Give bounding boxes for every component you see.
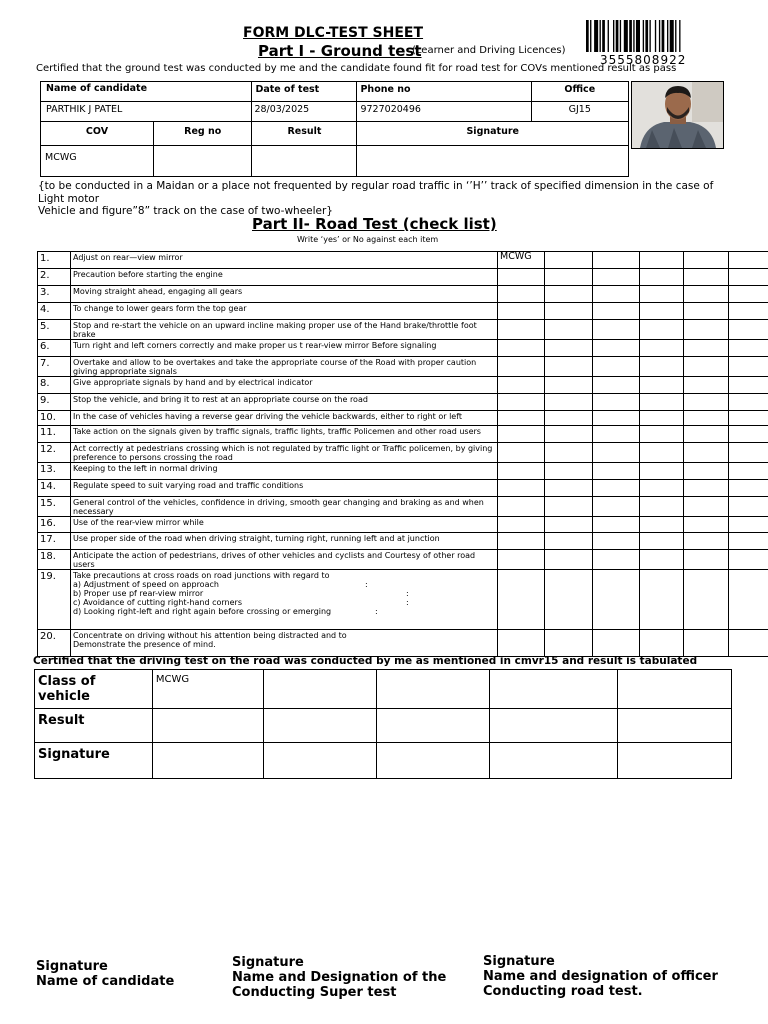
part1-subtitle: (Learner and Driving Licences) — [412, 45, 566, 56]
checklist-item-text — [71, 377, 498, 394]
checklist-answer-cell — [640, 463, 684, 480]
checklist-answer-cell — [684, 497, 729, 517]
track-note-line1: {to be conducted in a Maidan or a place not frequented by regular road traffic in ‘’H’’ track of specified dimension in the case of Light motor — [38, 180, 714, 205]
checklist-item-number: 20. — [38, 630, 71, 657]
checklist-answer-cell — [545, 394, 593, 411]
signature-cell-5 — [490, 743, 618, 779]
checklist-item-text — [71, 269, 498, 286]
cov-value: MCWG — [41, 146, 154, 177]
checklist-item-text — [71, 411, 498, 426]
barcode-bar — [643, 20, 644, 52]
checklist-answer-cell — [729, 394, 768, 411]
checklist-row — [38, 497, 768, 517]
checklist-item-text — [71, 303, 498, 320]
checklist-row — [38, 443, 768, 463]
checklist-answer-cell — [640, 340, 684, 357]
checklist-item-label: Concentrate on driving without his attention being distracted and to — [73, 631, 347, 640]
barcode-bar — [616, 20, 619, 52]
checklist-answer-cell — [498, 394, 545, 411]
checklist-item-number: 15. — [38, 497, 71, 517]
candidate-signature-label: Signature — [36, 959, 108, 974]
checklist-answer-cell — [640, 497, 684, 517]
checklist-answer-cell — [498, 533, 545, 550]
checklist-answer-cell — [545, 497, 593, 517]
checklist-answer-cell — [640, 630, 684, 657]
checklist-answer-cell — [640, 411, 684, 426]
barcode-bar — [586, 20, 589, 52]
barcode-bar — [608, 20, 609, 52]
checklist-subitem-label: c) Avoidance of cutting right-hand corners — [73, 598, 242, 607]
checklist-answer-cell — [498, 357, 545, 377]
checklist-answer-cell — [684, 630, 729, 657]
part2-subtitle: Write ‘yes’ or No against each item — [297, 235, 439, 244]
col-result-header: Result — [252, 122, 357, 146]
checklist-row — [38, 286, 768, 303]
checklist-item-label: Anticipate the action of pedestrians, drives of other vehicles and cyclists and Courtesy of other road users — [73, 551, 476, 569]
checklist-answer-cell — [684, 480, 729, 497]
result-value — [252, 146, 357, 177]
officer-signature-block — [483, 954, 718, 999]
checklist-answer-cell — [729, 497, 768, 517]
checklist-row — [38, 320, 768, 340]
road-test-certify-text: Certified that the driving test on the road was conducted by me as mentioned in cmvr15 and result is tabulated — [33, 655, 698, 667]
checklist-row — [38, 480, 768, 497]
officer-designation-label: Name and designation of officer — [483, 969, 718, 984]
checklist-row — [38, 550, 768, 570]
super-signature-label: Signature — [232, 955, 304, 970]
checklist-answer-cell — [593, 517, 640, 533]
checklist-item-number: 10. — [38, 411, 71, 426]
checklist-row — [38, 303, 768, 320]
checklist-row — [38, 426, 768, 443]
checklist-answer-cell — [498, 303, 545, 320]
checklist-answer-cell — [640, 303, 684, 320]
checklist-answer-cell — [640, 570, 684, 630]
barcode-bar — [600, 20, 601, 52]
checklist-answer-cell — [545, 377, 593, 394]
result-label: Result — [35, 709, 153, 743]
col-signature-header: Signature — [357, 122, 629, 146]
checklist-item-text — [71, 630, 498, 657]
checklist-answer-cell — [498, 497, 545, 517]
barcode-bar — [645, 20, 648, 52]
barcode-bar — [613, 20, 614, 52]
checklist-answer-cell — [684, 443, 729, 463]
checklist-answer-cell — [593, 252, 640, 269]
signature-cell-6 — [618, 743, 732, 779]
checklist-item-number: 11. — [38, 426, 71, 443]
signature-cell-3 — [263, 743, 376, 779]
barcode-bar — [629, 20, 632, 52]
result-cell-4 — [376, 709, 490, 743]
checklist-item-number: 4. — [38, 303, 71, 320]
checklist-item-label: Act correctly at pedestrians crossing which is not regulated by traffic light or Traffic policemen, by giving preference to persons crossing the road — [73, 444, 493, 462]
checklist-item-text — [71, 443, 498, 463]
checklist-answer-cell — [729, 303, 768, 320]
checklist-subitem-label: b) Proper use pf rear-view mirror — [73, 589, 204, 598]
checklist-item-number: 6. — [38, 340, 71, 357]
checklist-item-label: Overtake and allow to be overtakes and take the appropriate course of the Road with proper caution giving appropriate signals — [73, 358, 477, 376]
checklist-answer-cell — [498, 570, 545, 630]
checklist-item-text — [71, 463, 498, 480]
checklist-answer-cell — [640, 286, 684, 303]
checklist-answer-cell — [640, 357, 684, 377]
checklist-answer-cell — [729, 357, 768, 377]
checklist-answer-cell — [498, 480, 545, 497]
col-office-header: Office — [531, 82, 628, 102]
checklist-answer-cell — [545, 463, 593, 480]
checklist-answer-cell — [545, 517, 593, 533]
checklist-answer-cell — [729, 340, 768, 357]
checklist-answer-cell — [545, 443, 593, 463]
barcode-bar — [655, 20, 656, 52]
checklist-answer-cell — [498, 411, 545, 426]
checklist-item-text — [71, 550, 498, 570]
class-cell-6 — [618, 670, 732, 709]
ground-test-certify-text: Certified that the ground test was conducted by me and the candidate found fit for road test for COVs mentioned result as pass — [36, 63, 677, 74]
checklist-subitem-colon: : — [365, 580, 368, 589]
checklist-answer-cell — [729, 463, 768, 480]
road-test-checklist — [37, 251, 768, 657]
checklist-answer-cell — [729, 630, 768, 657]
checklist-answer-cell — [684, 463, 729, 480]
checklist-item-text — [71, 320, 498, 340]
barcode-bar — [594, 20, 598, 52]
checklist-answer-cell — [498, 286, 545, 303]
result-cell-2 — [152, 709, 263, 743]
col-date-header: Date of test — [252, 82, 357, 102]
checklist-item-label: Give appropriate signals by hand and by electrical indicator — [73, 378, 313, 387]
checklist-subitem-label: d) Looking right-left and right again before crossing or emerging — [73, 607, 332, 616]
checklist-item-label: Adjust on rear—view mirror — [73, 253, 183, 262]
checklist-item-label: Precaution before starting the engine — [73, 270, 223, 279]
barcode-bar — [659, 20, 660, 52]
checklist-row — [38, 630, 768, 657]
checklist-answer-cell — [593, 463, 640, 480]
checklist-answer-cell — [684, 303, 729, 320]
checklist-answer-cell — [729, 517, 768, 533]
checklist-answer-cell — [729, 252, 768, 269]
barcode-bar — [675, 20, 676, 52]
checklist-answer-cell — [684, 377, 729, 394]
checklist-answer-cell — [545, 533, 593, 550]
col-cov-header: COV — [41, 122, 154, 146]
checklist-item-label: General control of the vehicles, confidence in driving, smooth gear changing and braking as and when necessary — [73, 498, 484, 516]
candidate-signature-block — [36, 959, 174, 989]
checklist-subitem — [73, 607, 497, 616]
checklist-item-number: 19. — [38, 570, 71, 630]
form-title: FORM DLC-TEST SHEET — [243, 25, 424, 41]
checklist-item-label: Moving straight ahead, engaging all gears — [73, 287, 243, 296]
checklist-answer-cell — [729, 377, 768, 394]
candidate-name-label: Name of candidate — [36, 974, 175, 989]
test-date: 28/03/2025 — [252, 102, 357, 122]
checklist-answer-cell — [684, 533, 729, 550]
phone-number: 9727020496 — [357, 102, 531, 122]
checklist-answer-cell — [545, 411, 593, 426]
checklist-answer-cell — [593, 480, 640, 497]
regno-value — [154, 146, 252, 177]
checklist-answer-cell — [684, 357, 729, 377]
checklist-answer-cell — [593, 550, 640, 570]
checklist-answer-cell — [593, 269, 640, 286]
checklist-answer-cell — [593, 394, 640, 411]
checklist-answer-cell — [729, 443, 768, 463]
checklist-item-label: Regulate speed to suit varying road and traffic conditions — [73, 481, 304, 490]
checklist-row — [38, 570, 768, 630]
checklist-answer-cell — [545, 320, 593, 340]
class-of-vehicle-value: MCWG — [152, 670, 263, 709]
class-cell-3 — [263, 670, 376, 709]
checklist-answer-cell — [498, 377, 545, 394]
result-cell-6 — [618, 709, 732, 743]
checklist-item-text — [71, 497, 498, 517]
checklist-item-number: 7. — [38, 357, 71, 377]
result-cell-3 — [263, 709, 376, 743]
checklist-row — [38, 411, 768, 426]
signature-cell-2 — [152, 743, 263, 779]
checklist-answer-cell — [545, 426, 593, 443]
checklist-item-number: 9. — [38, 394, 71, 411]
checklist-answer-cell — [593, 320, 640, 340]
super-designation-label: Name and Designation of the — [232, 970, 447, 985]
checklist-item-number: 17. — [38, 533, 71, 550]
part2-title: Part II- Road Test (check list) — [252, 215, 497, 233]
signature-value — [357, 146, 629, 177]
checklist-answer-cell — [640, 533, 684, 550]
checklist-answer-cell — [729, 550, 768, 570]
checklist-item-label: To change to lower gears form the top gear — [73, 304, 247, 313]
checklist-item-number: 13. — [38, 463, 71, 480]
class-cell-5 — [490, 670, 618, 709]
checklist-answer-cell — [545, 570, 593, 630]
officer-conducting-label: Conducting road test. — [483, 984, 643, 999]
checklist-item-text — [71, 357, 498, 377]
office-code: GJ15 — [531, 102, 628, 122]
barcode-bar — [602, 20, 605, 52]
super-test-signature-block — [232, 955, 446, 1000]
checklist-answer-cell — [593, 340, 640, 357]
checklist-row — [38, 463, 768, 480]
checklist-row — [38, 340, 768, 357]
candidate-name: PARTHIK J PATEL — [41, 102, 252, 122]
checklist-answer-cell — [545, 630, 593, 657]
checklist-row — [38, 269, 768, 286]
checklist-item-text — [71, 570, 498, 630]
checklist-item-text — [71, 480, 498, 497]
result-cell-5 — [490, 709, 618, 743]
checklist-answer-cell — [593, 426, 640, 443]
checklist-row — [38, 517, 768, 533]
checklist-answer-cell — [593, 357, 640, 377]
col-candidate-header: Name of candidate — [41, 82, 252, 102]
checklist-item-text — [71, 533, 498, 550]
col-phone-header: Phone no — [357, 82, 531, 102]
col-regno-header: Reg no — [154, 122, 252, 146]
checklist-answer-cell — [640, 269, 684, 286]
class-cell-4 — [376, 670, 490, 709]
checklist-answer-cell — [684, 320, 729, 340]
checklist-answer-cell — [640, 377, 684, 394]
checklist-subitem-label: a) Adjustment of speed on approach — [73, 580, 219, 589]
checklist-subitem — [73, 580, 497, 589]
checklist-answer-cell — [729, 320, 768, 340]
checklist-answer-cell — [684, 394, 729, 411]
checklist-item-text — [71, 394, 498, 411]
checklist-item-number: 14. — [38, 480, 71, 497]
checklist-subitem — [73, 598, 497, 607]
checklist-item-label: In the case of vehicles having a reverse gear driving the vehicle backwards, either to right or left — [73, 412, 463, 421]
checklist-item-label: Stop and re-start the vehicle on an upward incline making proper use of the Hand brake/throttle foot brake — [73, 321, 477, 339]
checklist-answer-cell — [640, 426, 684, 443]
checklist-answer-cell — [545, 550, 593, 570]
checklist-item-number: 16. — [38, 517, 71, 533]
checklist-answer-cell — [498, 463, 545, 480]
checklist-answer-cell: MCWG — [498, 252, 545, 269]
checklist-subitem-colon: : — [406, 598, 409, 607]
checklist-item-label: Use of the rear-view mirror while — [73, 518, 204, 527]
checklist-item-text — [71, 426, 498, 443]
checklist-item-continuation: Demonstrate the presence of mind. — [73, 640, 216, 649]
checklist-answer-cell — [729, 480, 768, 497]
checklist-row — [38, 377, 768, 394]
checklist-answer-cell — [640, 550, 684, 570]
checklist-answer-cell — [593, 303, 640, 320]
checklist-answer-cell — [684, 426, 729, 443]
checklist-answer-cell — [545, 286, 593, 303]
checklist-row — [38, 357, 768, 377]
barcode-bar — [670, 20, 674, 52]
checklist-item-number: 3. — [38, 286, 71, 303]
checklist-answer-cell — [729, 411, 768, 426]
checklist-item-label: Take action on the signals given by traffic signals, traffic lights, traffic Policemen and other road users — [73, 427, 481, 436]
candidate-photo — [631, 81, 724, 149]
checklist-answer-cell — [593, 570, 640, 630]
checklist-item-number: 18. — [38, 550, 71, 570]
checklist-answer-cell — [729, 570, 768, 630]
checklist-answer-cell — [684, 550, 729, 570]
checklist-item-number: 5. — [38, 320, 71, 340]
checklist-answer-cell — [593, 533, 640, 550]
checklist-answer-cell — [640, 252, 684, 269]
checklist-item-number: 1. — [38, 252, 71, 269]
checklist-answer-cell — [593, 411, 640, 426]
checklist-answer-cell — [593, 497, 640, 517]
checklist-answer-cell — [593, 443, 640, 463]
barcode-bar — [679, 20, 680, 52]
checklist-answer-cell — [498, 443, 545, 463]
officer-signature-label: Signature — [483, 954, 555, 969]
checklist-item-number: 12. — [38, 443, 71, 463]
checklist-answer-cell — [640, 480, 684, 497]
barcode-number: 3555808922 — [600, 53, 687, 67]
checklist-row — [38, 394, 768, 411]
checklist-answer-cell — [640, 443, 684, 463]
checklist-answer-cell — [684, 269, 729, 286]
barcode-bar — [636, 20, 640, 52]
barcode-bar — [633, 20, 634, 52]
barcode-bar — [620, 20, 621, 52]
checklist-answer-cell — [498, 320, 545, 340]
checklist-answer-cell — [684, 252, 729, 269]
barcode-bar — [649, 20, 650, 52]
checklist-answer-cell — [545, 340, 593, 357]
checklist-answer-cell — [545, 269, 593, 286]
checklist-item-text — [71, 517, 498, 533]
checklist-item-label: Keeping to the left in normal driving — [73, 464, 218, 473]
checklist-answer-cell — [684, 517, 729, 533]
checklist-answer-cell — [498, 517, 545, 533]
barcode-bar — [624, 20, 628, 52]
checklist-answer-cell — [729, 269, 768, 286]
checklist-item-label: Turn right and left corners correctly and make proper us t rear-view mirror Before signaling — [73, 341, 437, 350]
checklist-answer-cell — [684, 411, 729, 426]
ground-test-table — [40, 81, 629, 177]
super-conducting-label: Conducting Super test — [232, 985, 397, 1000]
checklist-answer-cell — [684, 340, 729, 357]
track-note-line2: Vehicle and figure”8” track on the case of two-wheeler} — [38, 205, 333, 217]
checklist-item-number: 2. — [38, 269, 71, 286]
checklist-answer-cell — [545, 357, 593, 377]
checklist-item-text — [71, 286, 498, 303]
checklist-subitem-colon: : — [406, 589, 409, 598]
checklist-answer-cell — [593, 286, 640, 303]
checklist-row — [38, 252, 768, 269]
checklist-answer-cell — [593, 630, 640, 657]
part1-title: Part I - Ground test — [258, 42, 422, 60]
checklist-answer-cell — [729, 426, 768, 443]
checklist-item-text — [71, 340, 498, 357]
checklist-answer-cell — [684, 570, 729, 630]
checklist-item-label: Use proper side of the road when driving straight, turning right, running left and at junction — [73, 534, 440, 543]
checklist-answer-cell — [640, 394, 684, 411]
barcode-image — [586, 20, 722, 52]
track-note — [38, 180, 728, 218]
checklist-subitem-colon: : — [375, 607, 378, 616]
checklist-item-text — [71, 252, 498, 269]
checklist-answer-cell — [498, 269, 545, 286]
checklist-answer-cell — [729, 533, 768, 550]
checklist-answer-cell — [498, 630, 545, 657]
signature-cell-4 — [376, 743, 490, 779]
road-test-result-table — [34, 669, 732, 779]
checklist-row — [38, 533, 768, 550]
checklist-answer-cell — [684, 286, 729, 303]
checklist-item-label: Stop the vehicle, and bring it to rest at an appropriate course on the road — [73, 395, 368, 404]
checklist-answer-cell — [729, 286, 768, 303]
checklist-answer-cell — [498, 426, 545, 443]
checklist-item-number: 8. — [38, 377, 71, 394]
checklist-answer-cell — [498, 550, 545, 570]
barcode-bar — [590, 20, 591, 52]
checklist-answer-cell — [640, 320, 684, 340]
checklist-answer-cell — [545, 252, 593, 269]
checklist-answer-cell — [498, 340, 545, 357]
signature-label: Signature — [35, 743, 153, 779]
checklist-answer-cell — [593, 377, 640, 394]
barcode-bar — [662, 20, 665, 52]
checklist-subitem — [73, 589, 497, 598]
barcode-bar — [667, 20, 668, 52]
checklist-answer-cell — [545, 303, 593, 320]
checklist-item-label: Take precautions at cross roads on road junctions with regard to — [73, 571, 330, 580]
checklist-answer-cell — [640, 517, 684, 533]
class-of-vehicle-label: Class of vehicle — [35, 670, 153, 709]
checklist-answer-cell — [545, 480, 593, 497]
